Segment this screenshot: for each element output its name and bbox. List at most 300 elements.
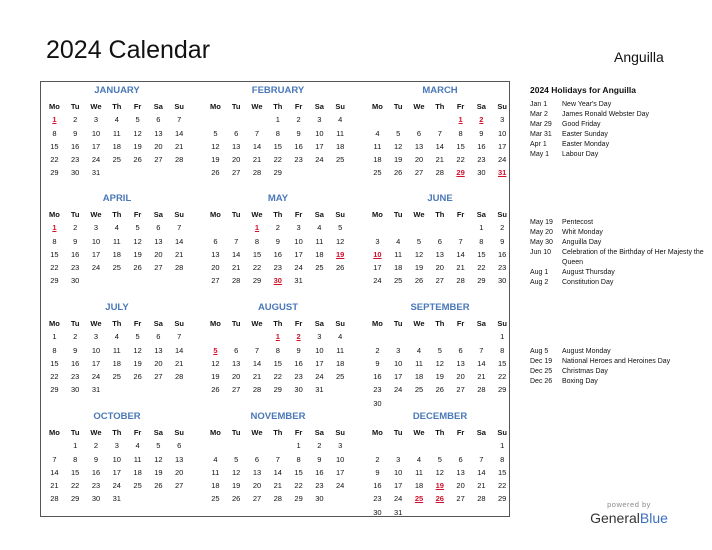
month-grid (205, 100, 351, 180)
day-cell: 7 (52, 454, 57, 464)
day-cell: 17 (315, 358, 324, 368)
day-cell: 2 (275, 223, 280, 233)
day-cell: 7 (254, 345, 260, 355)
month-grid (44, 100, 190, 180)
day-cell: 10 (112, 454, 121, 464)
weekday-header: Fr (133, 428, 142, 437)
day-cell: 21 (456, 263, 465, 273)
weekday-header: Tu (393, 210, 403, 219)
weekday-header: Su (497, 319, 507, 328)
holiday-item (530, 130, 705, 140)
holiday-date: Dec 25 (530, 368, 553, 375)
day-cell: 27 (456, 494, 465, 504)
day-cell: 29 (50, 168, 59, 178)
month-grid (367, 100, 513, 180)
day-cell: 26 (414, 276, 424, 286)
day-cell: 19 (211, 155, 220, 165)
empty-cell (450, 221, 471, 234)
day-cell: 14 (252, 141, 262, 151)
day-cell: 11 (336, 345, 345, 355)
day-cell: 19 (154, 467, 163, 477)
empty-cell (205, 439, 226, 452)
day-cell: 2 (500, 223, 505, 233)
month-july (44, 301, 190, 397)
day-cell: 24 (394, 385, 403, 395)
day-cell: 14 (456, 249, 465, 259)
weekday-header: Su (174, 102, 184, 111)
empty-cell (226, 113, 247, 126)
empty-cell (44, 439, 65, 452)
day-cell: 5 (135, 223, 140, 233)
day-cell: 30 (315, 494, 324, 504)
empty-cell (367, 439, 388, 452)
weekday-header: Fr (294, 210, 303, 219)
day-cell: 24 (91, 155, 101, 165)
weekday-header: Sa (476, 210, 486, 219)
day-cell: 8 (500, 345, 505, 355)
holiday-date: Aug 2 (530, 279, 549, 286)
day-cell: 25 (112, 155, 121, 165)
day-cell: 22 (294, 481, 303, 491)
empty-cell (429, 113, 450, 126)
holiday-day-cell: 1 (275, 332, 280, 342)
weekday-header: Mo (209, 102, 221, 111)
weekday-header: Fr (133, 319, 142, 328)
month-name: MAY (267, 193, 289, 204)
weekday-header: We (251, 210, 263, 219)
day-cell: 3 (396, 454, 401, 464)
day-cell: 14 (435, 141, 444, 151)
empty-cell (388, 330, 409, 343)
day-cell: 14 (477, 358, 486, 368)
day-cell: 3 (317, 115, 322, 125)
day-cell: 12 (133, 236, 142, 246)
day-cell: 22 (50, 155, 59, 165)
day-cell: 21 (175, 249, 184, 259)
weekday-header: We (251, 428, 263, 437)
empty-cell (471, 330, 492, 343)
weekday-header: Mo (209, 428, 221, 437)
day-cell: 10 (394, 358, 403, 368)
holiday-name: Pentecost (562, 219, 594, 226)
day-cell: 14 (252, 358, 262, 368)
day-cell: 22 (252, 263, 262, 273)
day-cell: 13 (414, 141, 424, 151)
day-cell: 10 (315, 128, 324, 138)
empty-cell (388, 439, 409, 452)
month-september (367, 301, 513, 410)
day-cell: 15 (456, 141, 465, 151)
weekday-header: Mo (48, 102, 60, 111)
weekday-header: We (90, 319, 102, 328)
month-name: MARCH (422, 85, 458, 96)
day-cell: 6 (437, 236, 442, 246)
day-cell: 21 (435, 155, 444, 165)
weekday-header: Fr (456, 102, 465, 111)
day-cell: 10 (394, 467, 403, 477)
day-cell: 2 (73, 332, 78, 342)
day-cell: 15 (50, 141, 59, 151)
day-cell: 2 (73, 223, 78, 233)
weekday-header: Su (174, 428, 184, 437)
holiday-name: Good Friday (562, 121, 601, 128)
day-cell: 4 (338, 115, 343, 125)
day-cell: 23 (373, 494, 382, 504)
day-cell: 25 (414, 385, 424, 395)
day-cell: 2 (317, 441, 322, 451)
day-cell: 7 (437, 128, 442, 138)
day-cell: 10 (315, 345, 324, 355)
day-cell: 15 (498, 358, 507, 368)
day-cell: 22 (456, 155, 465, 165)
empty-cell (267, 439, 288, 452)
day-cell: 15 (50, 249, 59, 259)
day-cell: 19 (435, 372, 444, 382)
day-cell: 7 (458, 236, 463, 246)
day-cell: 16 (71, 249, 80, 259)
empty-cell (367, 330, 388, 343)
weekday-header: Tu (231, 210, 241, 219)
day-cell: 2 (73, 115, 78, 125)
holiday-name: Christmas Day (562, 368, 608, 375)
day-cell: 13 (456, 467, 465, 477)
day-cell: 5 (156, 441, 161, 451)
day-cell: 16 (294, 358, 303, 368)
day-cell: 28 (175, 155, 184, 165)
month-grid (44, 208, 190, 288)
day-cell: 7 (177, 332, 182, 342)
month-grid (367, 208, 513, 288)
weekday-header: Mo (371, 210, 383, 219)
day-cell: 27 (252, 494, 262, 504)
day-cell: 9 (93, 454, 99, 464)
day-cell: 8 (254, 236, 260, 246)
month-grid (367, 317, 513, 410)
month-grid (44, 426, 190, 506)
day-cell: 13 (175, 454, 184, 464)
month-name: JUNE (427, 193, 453, 204)
holiday-day-cell: 1 (458, 115, 463, 125)
weekday-header: Mo (371, 102, 383, 111)
day-cell: 31 (394, 507, 403, 517)
day-cell: 3 (317, 332, 322, 342)
weekday-header: We (413, 319, 425, 328)
weekday-header: Sa (153, 210, 163, 219)
day-cell: 21 (50, 481, 59, 491)
holiday-item (530, 120, 705, 130)
day-cell: 19 (133, 358, 142, 368)
day-cell: 29 (498, 385, 507, 395)
holiday-date: May 30 (530, 239, 553, 246)
day-cell: 24 (336, 481, 345, 491)
day-cell: 17 (373, 263, 382, 273)
day-cell: 8 (458, 128, 463, 138)
day-cell: 9 (500, 236, 505, 246)
day-cell: 27 (456, 385, 465, 395)
weekday-header: Tu (231, 428, 241, 437)
weekday-header: Mo (209, 319, 221, 328)
day-cell: 27 (414, 168, 424, 178)
day-cell: 30 (71, 276, 80, 286)
day-cell: 18 (315, 249, 324, 259)
day-cell: 14 (232, 249, 241, 259)
weekday-header: Tu (70, 428, 80, 437)
day-cell: 9 (275, 236, 280, 246)
holiday-name: August Thursday (562, 269, 615, 276)
day-cell: 28 (477, 494, 486, 504)
day-cell: 30 (91, 494, 101, 504)
holiday-name: Easter Sunday (562, 131, 608, 138)
holiday-date: Apr 1 (530, 141, 547, 148)
empty-cell (226, 330, 247, 343)
day-cell: 10 (336, 454, 345, 464)
day-cell: 18 (112, 249, 121, 259)
weekday-header: Su (174, 319, 184, 328)
day-cell: 4 (114, 115, 119, 125)
day-cell: 25 (112, 372, 121, 382)
day-cell: 18 (336, 141, 345, 151)
day-cell: 7 (479, 454, 484, 464)
day-cell: 13 (154, 345, 163, 355)
holiday-day-cell: 19 (336, 249, 345, 259)
empty-cell (409, 439, 430, 452)
weekday-header: Fr (133, 102, 142, 111)
weekday-header: Th (273, 319, 283, 328)
holiday-item (530, 357, 705, 367)
weekday-header: Tu (70, 210, 80, 219)
day-cell: 20 (456, 481, 465, 491)
day-cell: 16 (273, 249, 282, 259)
day-cell: 20 (456, 372, 465, 382)
weekday-header: Fr (133, 210, 142, 219)
holiday-date: Jun 10 (530, 249, 552, 256)
holiday-name: Anguilla Day (562, 239, 602, 246)
day-cell: 18 (336, 358, 345, 368)
day-cell: 5 (213, 128, 218, 138)
weekday-header: Sa (476, 102, 486, 111)
day-cell: 2 (375, 345, 380, 355)
weekday-header: Sa (314, 428, 324, 437)
day-cell: 28 (252, 385, 262, 395)
day-cell: 1 (73, 441, 78, 451)
empty-cell (205, 330, 226, 343)
day-cell: 25 (336, 372, 345, 382)
holiday-date: May 19 (530, 219, 553, 226)
weekday-header: Su (335, 428, 345, 437)
day-cell: 14 (175, 345, 184, 355)
month-february (205, 84, 351, 180)
day-cell: 12 (435, 467, 444, 477)
day-cell: 13 (211, 249, 220, 259)
day-cell: 2 (93, 441, 99, 451)
month-may (205, 192, 351, 288)
day-cell: 31 (91, 168, 101, 178)
holiday-day-cell: 30 (273, 276, 282, 286)
day-cell: 28 (175, 263, 184, 273)
day-cell: 15 (252, 249, 262, 259)
day-cell: 4 (375, 128, 380, 138)
day-cell: 26 (232, 494, 241, 504)
month-october (44, 410, 190, 506)
weekday-header: Sa (153, 428, 163, 437)
holiday-day-cell: 1 (52, 115, 57, 125)
weekday-header: Th (435, 210, 445, 219)
day-cell: 31 (315, 385, 324, 395)
weekday-header: Fr (456, 428, 465, 437)
day-cell: 6 (458, 345, 463, 355)
day-cell: 19 (394, 155, 403, 165)
day-cell: 30 (294, 385, 303, 395)
day-cell: 6 (213, 236, 218, 246)
month-name: FEBRUARY (251, 85, 305, 96)
day-cell: 4 (396, 236, 401, 246)
day-cell: 29 (50, 385, 59, 395)
day-cell: 12 (133, 128, 142, 138)
holiday-day-cell: 26 (435, 494, 444, 504)
month-grid (205, 317, 351, 397)
day-cell: 13 (154, 236, 163, 246)
day-cell: 6 (416, 128, 422, 138)
day-cell: 2 (296, 115, 301, 125)
weekday-header: Fr (456, 319, 465, 328)
day-cell: 6 (234, 128, 239, 138)
day-cell: 26 (211, 168, 220, 178)
weekday-header: Tu (231, 319, 241, 328)
day-cell: 16 (71, 141, 80, 151)
weekday-header: Su (497, 102, 507, 111)
day-cell: 7 (177, 115, 182, 125)
weekday-header: Th (273, 210, 283, 219)
day-cell: 23 (315, 481, 324, 491)
day-cell: 23 (71, 155, 80, 165)
day-cell: 23 (373, 385, 382, 395)
empty-cell (205, 113, 226, 126)
empty-cell (429, 221, 450, 234)
empty-cell (388, 113, 409, 126)
day-cell: 8 (500, 454, 505, 464)
empty-cell (247, 330, 268, 343)
holidays-title: 2024 Holidays for Anguilla (530, 85, 636, 95)
day-cell: 4 (114, 332, 119, 342)
day-cell: 22 (273, 155, 282, 165)
day-cell: 18 (112, 358, 121, 368)
day-cell: 19 (133, 249, 142, 259)
weekday-header: We (90, 102, 102, 111)
holiday-item (530, 140, 705, 150)
day-cell: 23 (71, 263, 80, 273)
day-cell: 7 (254, 128, 260, 138)
day-cell: 4 (135, 441, 140, 451)
day-cell: 15 (294, 467, 303, 477)
day-cell: 8 (52, 345, 57, 355)
weekday-header: Th (435, 102, 445, 111)
holiday-item (530, 367, 705, 377)
holiday-day-cell: 1 (52, 223, 57, 233)
day-cell: 22 (498, 372, 507, 382)
holiday-item (530, 218, 705, 228)
weekday-header: We (90, 210, 102, 219)
holiday-day-cell: 10 (373, 249, 382, 259)
day-cell: 19 (414, 263, 424, 273)
day-cell: 23 (477, 155, 486, 165)
holiday-day-cell: 1 (254, 223, 260, 233)
day-cell: 27 (211, 276, 220, 286)
empty-cell (450, 330, 471, 343)
day-cell: 6 (458, 454, 463, 464)
month-january (44, 84, 190, 180)
day-cell: 21 (232, 263, 241, 273)
weekday-header: Fr (294, 319, 303, 328)
weekday-header: Fr (294, 428, 303, 437)
day-cell: 3 (93, 115, 99, 125)
day-cell: 9 (375, 358, 380, 368)
day-cell: 27 (175, 481, 184, 491)
day-cell: 26 (133, 155, 142, 165)
empty-cell (247, 439, 268, 452)
day-cell: 12 (154, 454, 163, 464)
day-cell: 26 (211, 385, 220, 395)
holiday-date: May 1 (530, 151, 550, 158)
day-cell: 27 (154, 263, 163, 273)
day-cell: 24 (294, 263, 303, 273)
day-cell: 20 (414, 155, 424, 165)
empty-cell (450, 439, 471, 452)
month-name: APRIL (102, 193, 132, 204)
day-cell: 26 (394, 168, 403, 178)
weekday-header: Fr (456, 210, 465, 219)
holiday-date: Mar 2 (530, 111, 548, 118)
day-cell: 3 (500, 115, 505, 125)
holiday-item (530, 238, 705, 248)
day-cell: 9 (375, 467, 380, 477)
day-cell: 3 (296, 223, 301, 233)
day-cell: 6 (156, 115, 161, 125)
day-cell: 16 (294, 141, 303, 151)
day-cell: 3 (93, 223, 99, 233)
holiday-date: Dec 19 (530, 358, 553, 365)
weekday-header: Mo (209, 210, 221, 219)
day-cell: 13 (456, 358, 465, 368)
day-cell: 5 (135, 332, 140, 342)
day-cell: 24 (315, 155, 324, 165)
day-cell: 9 (296, 345, 301, 355)
month-name: JULY (105, 302, 129, 313)
day-cell: 16 (91, 467, 101, 477)
day-cell: 27 (154, 155, 163, 165)
day-cell: 30 (71, 168, 80, 178)
month-name: AUGUST (257, 302, 299, 313)
day-cell: 17 (394, 481, 403, 491)
day-cell: 14 (175, 236, 184, 246)
empty-cell (205, 221, 226, 234)
day-cell: 9 (296, 128, 301, 138)
day-cell: 15 (498, 467, 507, 477)
month-name: JANUARY (94, 85, 140, 96)
day-cell: 29 (252, 276, 262, 286)
day-cell: 11 (112, 128, 121, 138)
weekday-header: Tu (70, 319, 80, 328)
day-cell: 23 (498, 263, 507, 273)
day-cell: 22 (273, 372, 282, 382)
day-cell: 6 (156, 332, 161, 342)
day-cell: 13 (252, 467, 262, 477)
holiday-group-3 (530, 347, 705, 387)
day-cell: 3 (338, 441, 343, 451)
day-cell: 28 (252, 168, 262, 178)
day-cell: 23 (294, 155, 303, 165)
holiday-name: Labour Day (562, 151, 599, 158)
day-cell: 1 (52, 332, 57, 342)
